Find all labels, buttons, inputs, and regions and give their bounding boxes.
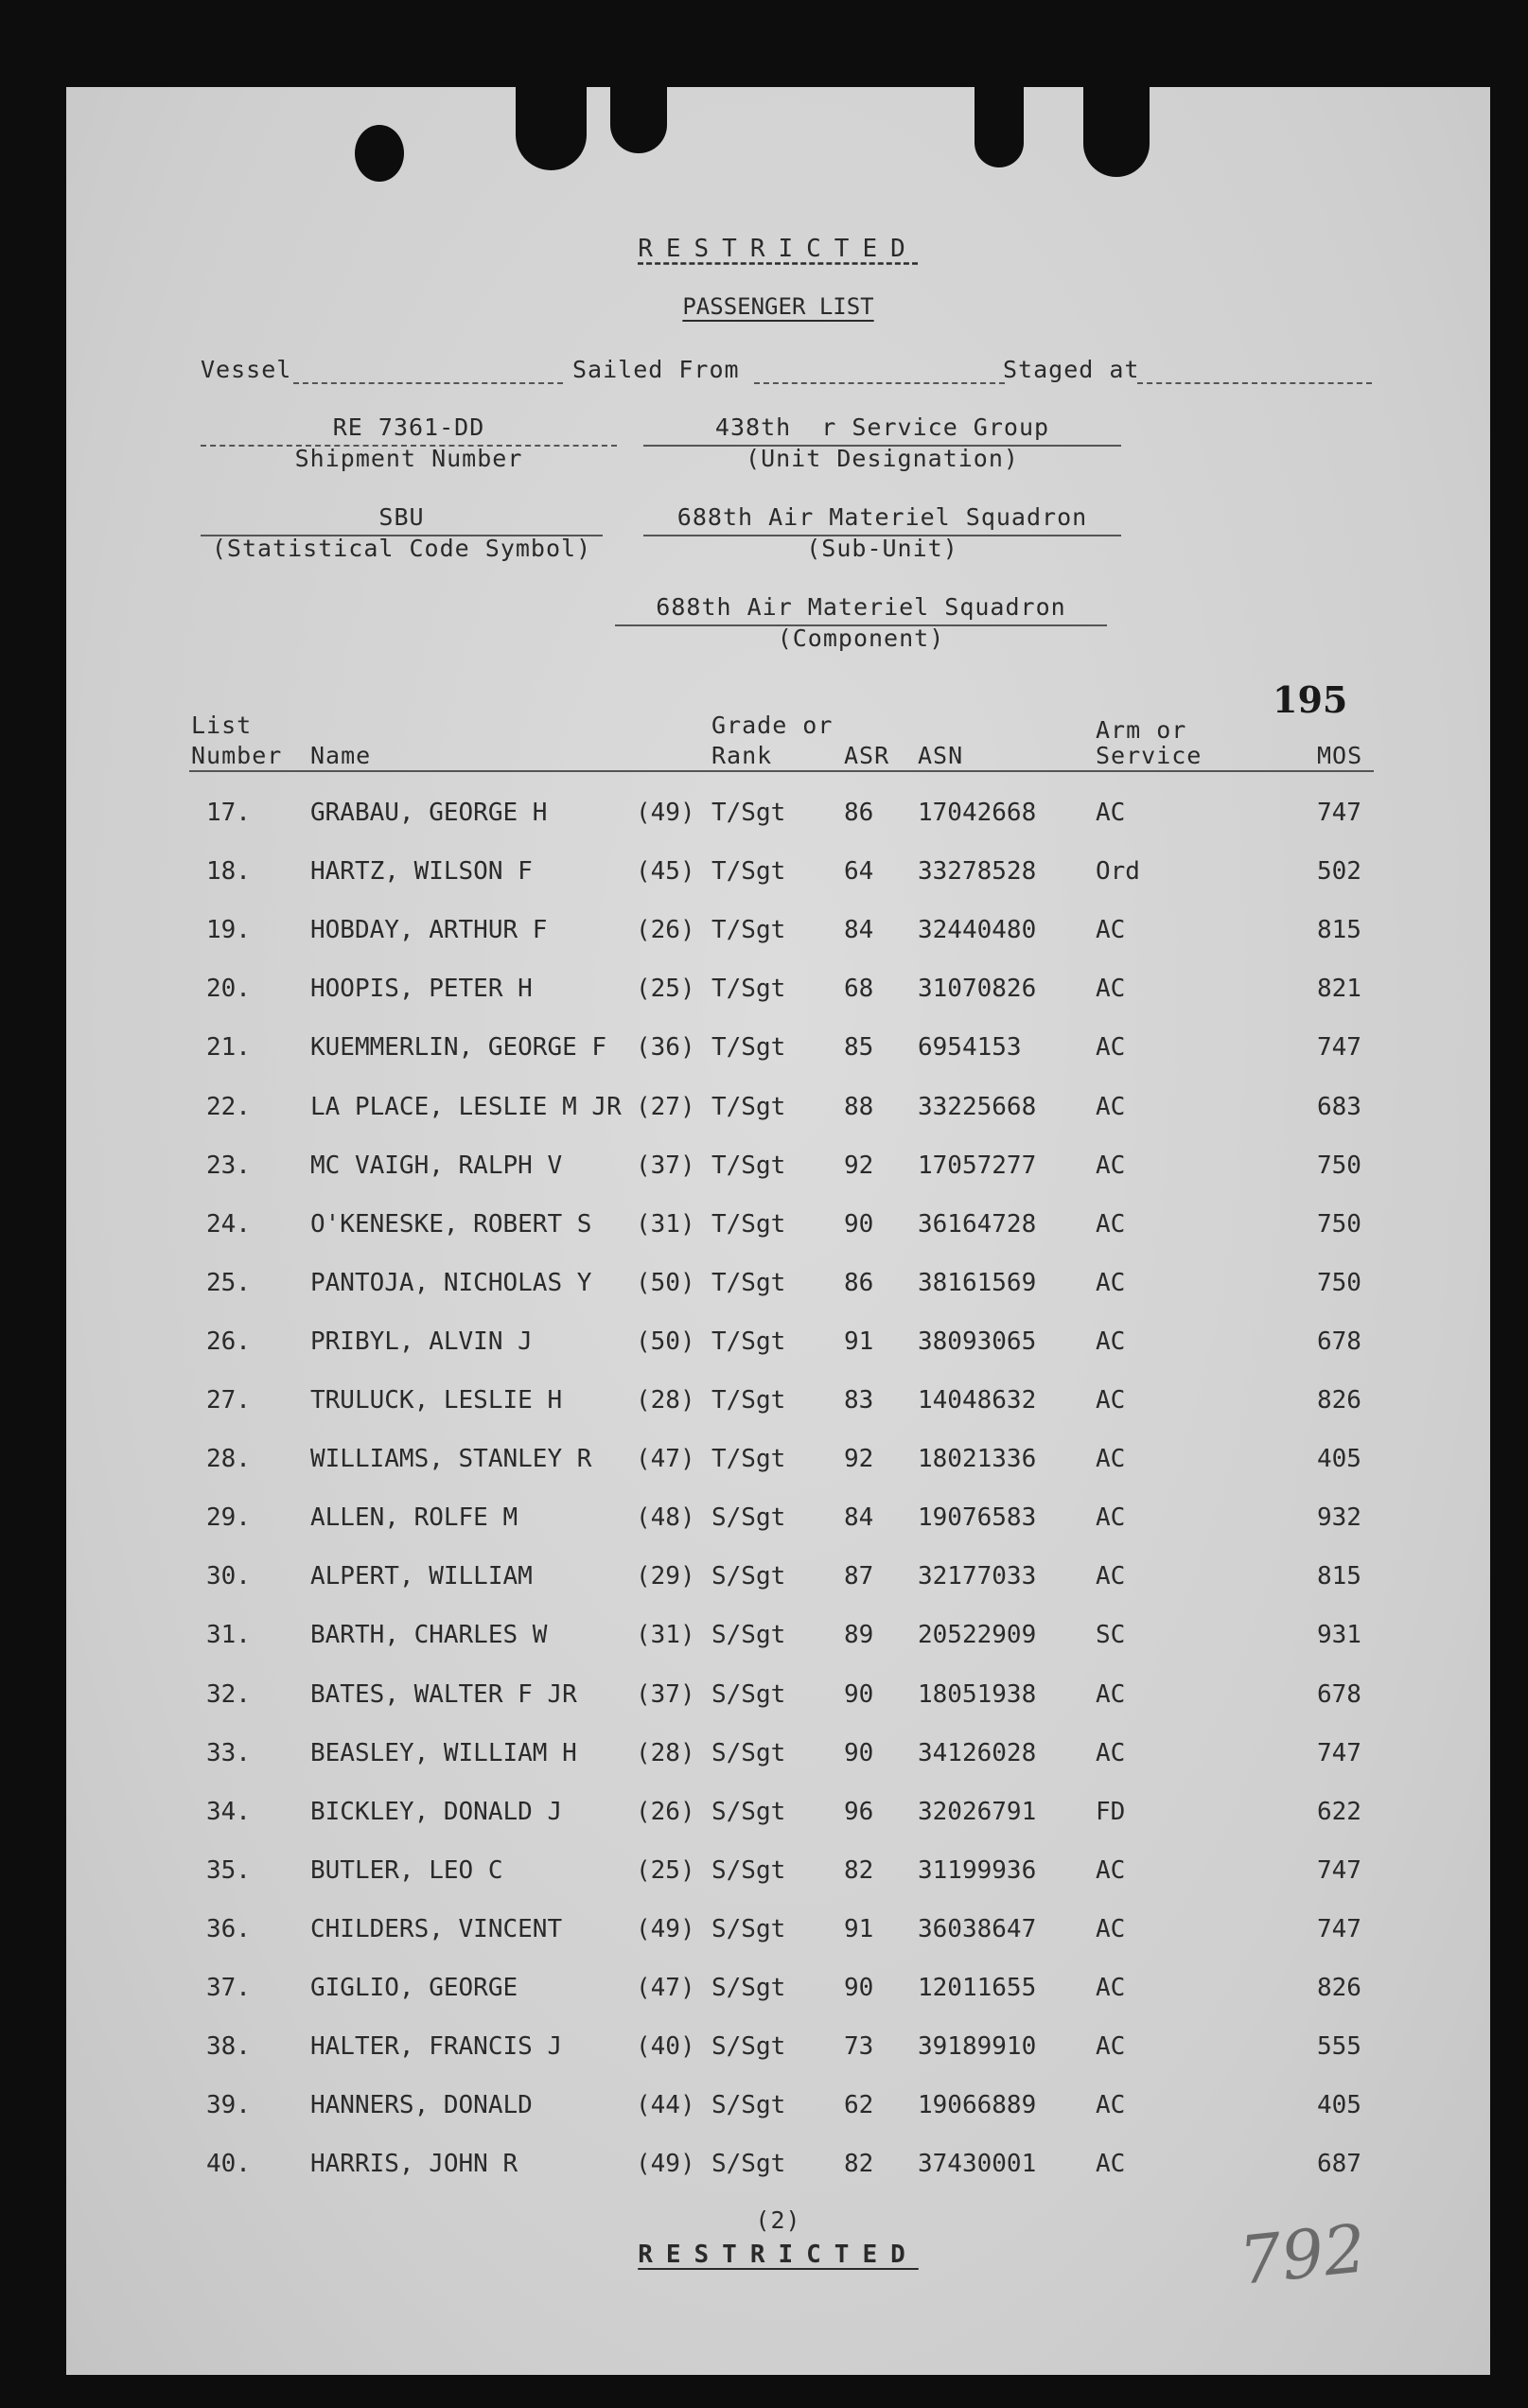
row-mos: 750 [1317, 1209, 1361, 1239]
row-age: (50) [636, 1268, 695, 1297]
row-asn: 33225668 [918, 1092, 1037, 1121]
row-arm: AC [1096, 2150, 1126, 2179]
row-asr: 90 [844, 1209, 874, 1239]
torn-edge-4 [1083, 87, 1150, 177]
row-grade: T/Sgt [711, 975, 786, 1004]
table-row [66, 1210, 1490, 1267]
col-asn: ASN [918, 742, 964, 769]
table-row [66, 1503, 1490, 1560]
row-grade: T/Sgt [711, 1033, 786, 1063]
row-age: (45) [636, 857, 695, 887]
row-number: 26. [206, 1327, 251, 1356]
row-number: 23. [206, 1151, 251, 1180]
row-age: (25) [636, 1855, 695, 1885]
table-row [66, 1562, 1490, 1619]
row-asr: 84 [844, 916, 874, 945]
row-asr: 82 [844, 2150, 874, 2179]
vessel-label: Vessel [201, 356, 292, 383]
row-name: BARTH, CHARLES W [310, 1621, 548, 1650]
row-arm: Ord [1096, 857, 1140, 887]
row-grade: S/Sgt [711, 2032, 786, 2062]
row-mos: 687 [1317, 2150, 1361, 2179]
row-mos: 502 [1317, 857, 1361, 887]
row-asn: 36164728 [918, 1209, 1037, 1239]
row-arm: AC [1096, 1562, 1126, 1591]
row-name: O'KENESKE, ROBERT S [310, 1209, 592, 1239]
row-grade: S/Sgt [711, 1562, 786, 1591]
row-name: HANNERS, DONALD [310, 2091, 533, 2120]
sub-unit: 688th Air Materiel Squadron [676, 503, 1088, 531]
row-mos: 931 [1317, 1621, 1361, 1650]
row-number: 21. [206, 1033, 251, 1063]
row-mos: 555 [1317, 2032, 1361, 2062]
page-stamp: 195 [1273, 678, 1348, 721]
header-title: RESTRICTED [638, 235, 919, 263]
row-mos: 826 [1317, 1974, 1361, 2002]
row-age: (31) [636, 1209, 695, 1239]
row-arm: SC [1096, 1621, 1126, 1650]
row-arm: AC [1096, 975, 1126, 1004]
table-row [66, 1445, 1490, 1502]
row-age: (28) [636, 1386, 695, 1415]
row-arm: FD [1096, 1797, 1126, 1826]
row-grade: S/Sgt [711, 1621, 786, 1650]
row-age: (44) [636, 2091, 695, 2120]
table-row [66, 1974, 1490, 2030]
row-age: (47) [636, 1445, 695, 1474]
row-mos: 821 [1317, 975, 1361, 1004]
row-mos: 683 [1317, 1092, 1361, 1121]
row-name: GIGLIO, GEORGE [310, 1974, 518, 2002]
row-grade: S/Sgt [711, 1679, 786, 1709]
row-mos: 815 [1317, 916, 1361, 945]
row-age: (31) [636, 1621, 695, 1650]
table-row [66, 1798, 1490, 1854]
row-asn: 32026791 [918, 1797, 1037, 1826]
sailed-from-label: Sailed From [572, 356, 740, 383]
row-grade: S/Sgt [711, 1797, 786, 1826]
row-asr: 87 [844, 1562, 874, 1591]
row-number: 18. [206, 857, 251, 887]
torn-edge-1 [516, 87, 587, 170]
row-mos: 747 [1317, 1855, 1361, 1885]
staged-at-line [1137, 382, 1372, 384]
row-asn: 32177033 [918, 1562, 1037, 1591]
row-name: PRIBYL, ALVIN J [310, 1327, 533, 1356]
punch-hole-left [355, 125, 404, 182]
row-asn: 17057277 [918, 1151, 1037, 1180]
row-name: HALTER, FRANCIS J [310, 2032, 563, 2062]
row-mos: 678 [1317, 1679, 1361, 1709]
row-number: 36. [206, 1914, 251, 1943]
row-asr: 68 [844, 975, 874, 1004]
row-number: 38. [206, 2032, 251, 2062]
row-grade: T/Sgt [711, 1445, 786, 1474]
row-name: HOOPIS, PETER H [310, 975, 533, 1004]
unit-designation: 438th r Service Group [714, 413, 1050, 441]
row-asn: 17042668 [918, 799, 1037, 827]
row-asn: 33278528 [918, 857, 1037, 887]
row-asr: 90 [844, 1974, 874, 2002]
row-grade: T/Sgt [711, 916, 786, 945]
col-list-number-top: List [191, 712, 253, 739]
row-arm: AC [1096, 1679, 1126, 1709]
row-mos: 815 [1317, 1562, 1361, 1591]
torn-edge-2 [610, 87, 667, 153]
component-label: (Component) [777, 624, 945, 652]
row-name: ALLEN, ROLFE M [310, 1503, 518, 1533]
row-grade: S/Sgt [711, 1914, 786, 1943]
table-row [66, 1327, 1490, 1384]
table-row [66, 1386, 1490, 1443]
row-age: (49) [636, 2150, 695, 2179]
row-mos: 747 [1317, 1914, 1361, 1943]
table-row [66, 1856, 1490, 1913]
row-asr: 86 [844, 1268, 874, 1297]
row-grade: S/Sgt [711, 1974, 786, 2002]
row-arm: AC [1096, 1151, 1126, 1180]
row-age: (50) [636, 1327, 695, 1356]
row-asr: 92 [844, 1445, 874, 1474]
row-name: HOBDAY, ARTHUR F [310, 916, 548, 945]
shipment-number: RE 7361-DD [332, 413, 485, 441]
row-asr: 92 [844, 1151, 874, 1180]
col-arm-top: Arm or [1096, 716, 1187, 744]
row-name: GRABAU, GEORGE H [310, 799, 548, 827]
table-row [66, 1151, 1490, 1208]
col-mos: MOS [1317, 742, 1363, 769]
row-age: (29) [636, 1562, 695, 1591]
row-asn: 31199936 [918, 1855, 1037, 1885]
row-arm: AC [1096, 1855, 1126, 1885]
statistical-code-label: (Statistical Code Symbol) [211, 535, 592, 562]
row-arm: AC [1096, 1738, 1126, 1767]
row-asr: 86 [844, 799, 874, 827]
row-number: 37. [206, 1974, 251, 2002]
torn-edge-3 [975, 87, 1024, 167]
row-name: KUEMMERLIN, GEORGE F [310, 1033, 607, 1063]
row-name: ALPERT, WILLIAM [310, 1562, 533, 1591]
row-number: 20. [206, 975, 251, 1004]
row-grade: T/Sgt [711, 1092, 786, 1121]
row-asr: 89 [844, 1621, 874, 1650]
table-row [66, 1739, 1490, 1796]
staged-at-label: Staged at [1003, 356, 1140, 383]
row-name: HARRIS, JOHN R [310, 2150, 518, 2179]
row-number: 28. [206, 1445, 251, 1474]
row-age: (49) [636, 1914, 695, 1943]
col-grade-top: Grade or [711, 712, 834, 739]
row-asr: 84 [844, 1503, 874, 1533]
row-mos: 747 [1317, 1033, 1361, 1063]
row-age: (47) [636, 1974, 695, 2002]
row-asn: 34126028 [918, 1738, 1037, 1767]
component: 688th Air Materiel Squadron [656, 593, 1066, 621]
row-mos: 405 [1317, 1445, 1361, 1474]
row-number: 19. [206, 916, 251, 945]
row-asn: 18021336 [918, 1445, 1037, 1474]
row-age: (27) [636, 1092, 695, 1121]
row-mos: 826 [1317, 1386, 1361, 1415]
table-row [66, 1915, 1490, 1972]
row-number: 25. [206, 1268, 251, 1297]
row-age: (49) [636, 799, 695, 827]
row-number: 34. [206, 1797, 251, 1826]
row-asr: 90 [844, 1738, 874, 1767]
row-name: BUTLER, LEO C [310, 1855, 503, 1885]
row-name: PANTOJA, NICHOLAS Y [310, 1268, 592, 1297]
sub-unit-label: (Sub-Unit) [806, 535, 958, 562]
table-row [66, 1680, 1490, 1737]
row-number: 40. [206, 2150, 251, 2179]
row-asr: 90 [844, 1679, 874, 1709]
row-arm: AC [1096, 1503, 1126, 1533]
table-row [66, 916, 1490, 973]
footer-page-number: (2) [755, 2206, 801, 2234]
document-page [66, 87, 1490, 2375]
row-mos: 750 [1317, 1268, 1361, 1297]
row-number: 24. [206, 1209, 251, 1239]
row-asn: 19076583 [918, 1503, 1037, 1533]
row-age: (37) [636, 1151, 695, 1180]
row-mos: 622 [1317, 1797, 1361, 1826]
row-number: 32. [206, 1679, 251, 1709]
row-name: BATES, WALTER F JR [310, 1679, 577, 1709]
row-name: TRULUCK, LESLIE H [310, 1386, 563, 1415]
row-mos: 932 [1317, 1503, 1361, 1533]
row-age: (37) [636, 1679, 695, 1709]
row-arm: AC [1096, 1327, 1126, 1356]
row-arm: AC [1096, 1268, 1126, 1297]
row-number: 22. [206, 1092, 251, 1121]
col-name: Name [310, 742, 372, 769]
row-grade: T/Sgt [711, 1327, 786, 1356]
row-asr: 85 [844, 1033, 874, 1063]
table-row [66, 1033, 1490, 1090]
row-asn: 12011655 [918, 1974, 1037, 2002]
row-grade: S/Sgt [711, 1738, 786, 1767]
table-row [66, 1269, 1490, 1326]
handwritten-note: 792 [1236, 2209, 1370, 2300]
col-list-number-bottom: Number [191, 742, 283, 769]
row-grade: T/Sgt [711, 857, 786, 887]
row-asr: 73 [844, 2032, 874, 2062]
row-arm: AC [1096, 2091, 1126, 2120]
row-name: BEASLEY, WILLIAM H [310, 1738, 577, 1767]
row-asr: 91 [844, 1327, 874, 1356]
row-asn: 6954153 [918, 1033, 1022, 1063]
row-name: HARTZ, WILSON F [310, 857, 533, 887]
row-asr: 83 [844, 1386, 874, 1415]
row-grade: T/Sgt [711, 1151, 786, 1180]
row-arm: AC [1096, 2032, 1126, 2062]
row-asn: 32440480 [918, 916, 1037, 945]
row-arm: AC [1096, 1092, 1126, 1121]
row-mos: 747 [1317, 799, 1361, 827]
row-mos: 678 [1317, 1327, 1361, 1356]
row-name: MC VAIGH, RALPH V [310, 1151, 563, 1180]
row-age: (26) [636, 916, 695, 945]
table-row [66, 1093, 1490, 1150]
row-asr: 62 [844, 2091, 874, 2120]
unit-designation-label: (Unit Designation) [746, 445, 1019, 472]
row-number: 31. [206, 1621, 251, 1650]
row-asn: 20522909 [918, 1621, 1037, 1650]
row-asn: 31070826 [918, 975, 1037, 1004]
row-asn: 38161569 [918, 1268, 1037, 1297]
list-title: PASSENGER LIST [682, 293, 874, 320]
col-arm-bottom: Service [1096, 742, 1203, 769]
row-asr: 82 [844, 1855, 874, 1885]
sailed-from-line [754, 382, 1005, 384]
row-grade: T/Sgt [711, 799, 786, 827]
row-asn: 39189910 [918, 2032, 1037, 2062]
row-grade: S/Sgt [711, 1855, 786, 1885]
col-grade-bottom: Rank [711, 742, 773, 769]
table-row [66, 2091, 1490, 2148]
table-row [66, 799, 1490, 855]
row-name: CHILDERS, VINCENT [310, 1914, 563, 1943]
row-grade: S/Sgt [711, 2150, 786, 2179]
row-number: 39. [206, 2091, 251, 2120]
row-age: (48) [636, 1503, 695, 1533]
row-name: WILLIAMS, STANLEY R [310, 1445, 592, 1474]
table-row [66, 2150, 1490, 2206]
table-row [66, 975, 1490, 1031]
table-row [66, 2032, 1490, 2089]
row-arm: AC [1096, 916, 1126, 945]
row-arm: AC [1096, 1033, 1126, 1063]
row-name: BICKLEY, DONALD J [310, 1797, 563, 1826]
row-name: LA PLACE, LESLIE M JR [310, 1092, 622, 1121]
row-asn: 18051938 [918, 1679, 1037, 1709]
row-number: 30. [206, 1562, 251, 1591]
row-age: (36) [636, 1033, 695, 1063]
row-arm: AC [1096, 1445, 1126, 1474]
row-arm: AC [1096, 799, 1126, 827]
table-row [66, 1621, 1490, 1678]
row-grade: T/Sgt [711, 1209, 786, 1239]
row-grade: S/Sgt [711, 1503, 786, 1533]
row-arm: AC [1096, 1974, 1126, 2002]
row-grade: T/Sgt [711, 1268, 786, 1297]
row-asn: 19066889 [918, 2091, 1037, 2120]
row-mos: 405 [1317, 2091, 1361, 2120]
row-grade: S/Sgt [711, 2091, 786, 2120]
row-grade: T/Sgt [711, 1386, 786, 1415]
row-asr: 96 [844, 1797, 874, 1826]
row-mos: 747 [1317, 1738, 1361, 1767]
row-age: (40) [636, 2032, 695, 2062]
row-arm: AC [1096, 1386, 1126, 1415]
row-asn: 38093065 [918, 1327, 1037, 1356]
row-number: 17. [206, 799, 251, 827]
row-arm: AC [1096, 1914, 1126, 1943]
row-number: 29. [206, 1503, 251, 1533]
row-number: 35. [206, 1855, 251, 1885]
row-asr: 91 [844, 1914, 874, 1943]
row-age: (26) [636, 1797, 695, 1826]
row-age: (28) [636, 1738, 695, 1767]
footer-title: RESTRICTED [638, 2241, 919, 2269]
table-row [66, 857, 1490, 914]
row-asn: 37430001 [918, 2150, 1037, 2179]
row-number: 33. [206, 1738, 251, 1767]
row-asn: 36038647 [918, 1914, 1037, 1943]
row-asn: 14048632 [918, 1386, 1037, 1415]
shipment-number-label: Shipment Number [294, 445, 523, 472]
row-mos: 750 [1317, 1151, 1361, 1180]
row-arm: AC [1096, 1209, 1126, 1239]
row-age: (25) [636, 975, 695, 1004]
row-asr: 88 [844, 1092, 874, 1121]
vessel-line [293, 382, 563, 384]
statistical-code: SBU [378, 503, 425, 531]
row-number: 27. [206, 1386, 251, 1415]
col-asr: ASR [844, 742, 890, 769]
row-asr: 64 [844, 857, 874, 887]
header-rule [189, 770, 1374, 772]
